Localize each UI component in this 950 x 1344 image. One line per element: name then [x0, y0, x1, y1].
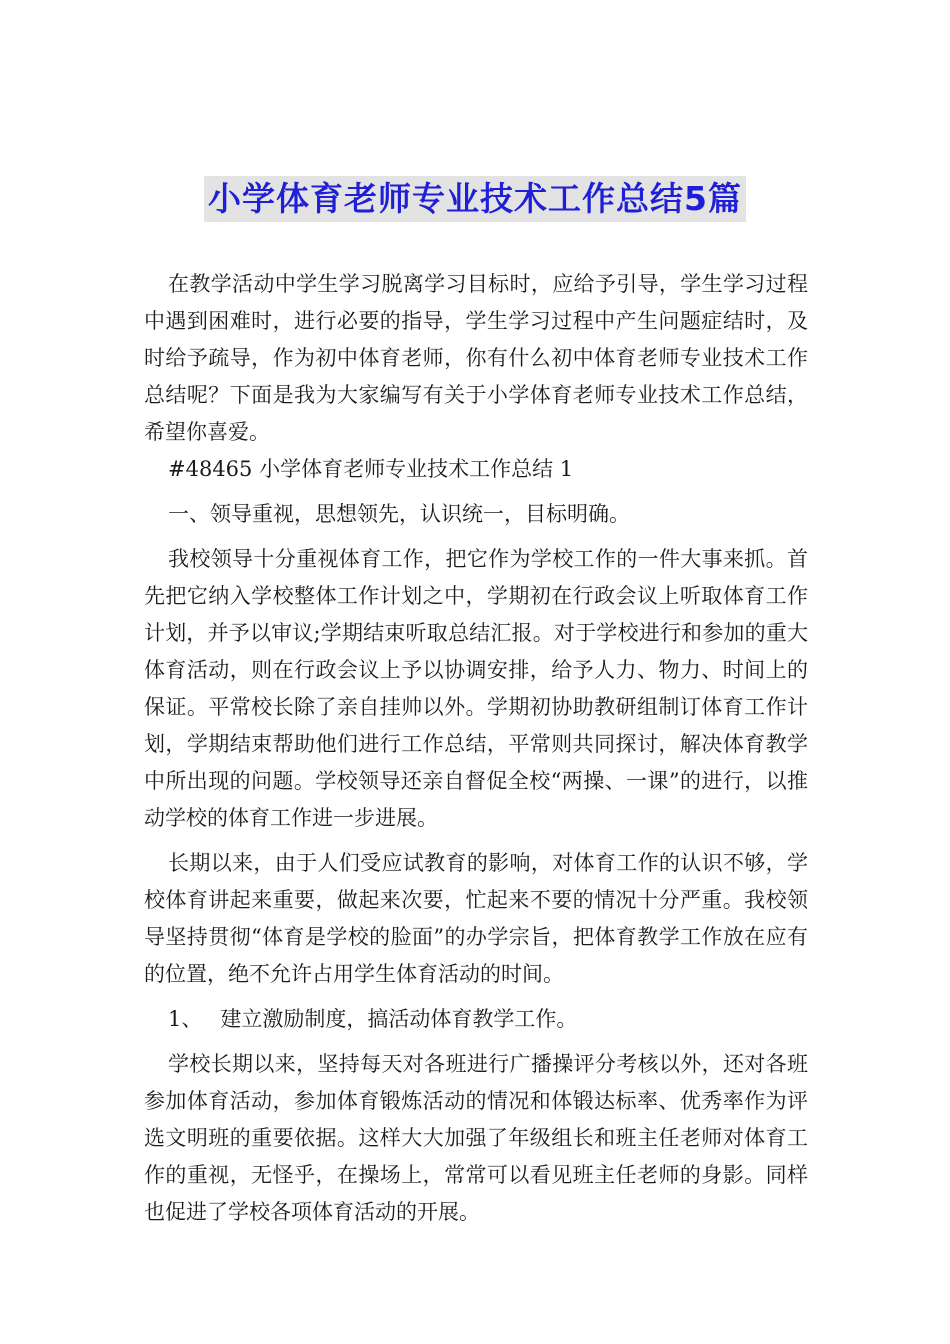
document-body [144, 266, 808, 1231]
numbered-item-text: 建立激励制度，搞活动体育教学工作。 [220, 1007, 578, 1031]
intro-paragraph: 在教学活动中学生学习脱离学习目标时，应给予引导，学生学习过程中遇到困难时，进行必要的指导，学生学习过程中产生问题症结时，及时给予疏导，作为初中体育老师，你有什么初中体育老师专业技术工作总结呢？下面是我为大家编写有关于小学体育老师专业技术工作总结，希望你喜爱。 [144, 272, 808, 444]
numbered-item-number: 1、 [168, 1007, 203, 1031]
document-title: 小学体育老师专业技术工作总结5篇 [204, 176, 746, 222]
body-paragraph-1: 我校领导十分重视体育工作，把它作为学校工作的一件大事来抓。首先把它纳入学校整体工作计划之中，学期初在行政会议上听取体育工作计划，并予以审议;学期结束听取总结汇报。对于学校进行和参加的重大体育活动，则在行政会议上予以协调安排，给予人力、物力、时间上的保证。平常校长除了亲自挂帅以外。学期初协助教研组制订体育工作计划，学期结束帮助他们进行工作总结，平常则共同探讨，解决体育教学中所出现的问题。学校领导还亲自督促全校“两操、一课”的进行，以推动学校的体育工作进一步进展。 [144, 547, 808, 830]
subsection-heading: 一、领导重视，思想领先，认识统一，目标明确。 [168, 502, 630, 526]
body-paragraph-2: 长期以来，由于人们受应试教育的影响，对体育工作的认识不够，学校体育讲起来重要，做起来次要，忙起来不要的情况十分严重。我校领导坚持贯彻“体育是学校的脸面”的办学宗旨，把体育教学工作放在应有的位置，绝不允许占用学生体育活动的时间。 [144, 851, 808, 986]
numbered-item [144, 1001, 808, 1038]
body-paragraph-3: 学校长期以来，坚持每天对各班进行广播操评分考核以外，还对各班参加体育活动，参加体育锻炼活动的情况和体锻达标率、优秀率作为评选文明班的重要依据。这样大大加强了年级组长和班主任老师对体育工作的重视，无怪乎，在操场上，常常可以看见班主任老师的身影。同样也促进了学校各项体育活动的开展。 [144, 1052, 808, 1224]
section-heading: #48465 小学体育老师专业技术工作总结 1 [168, 457, 574, 481]
title-container [0, 176, 950, 222]
